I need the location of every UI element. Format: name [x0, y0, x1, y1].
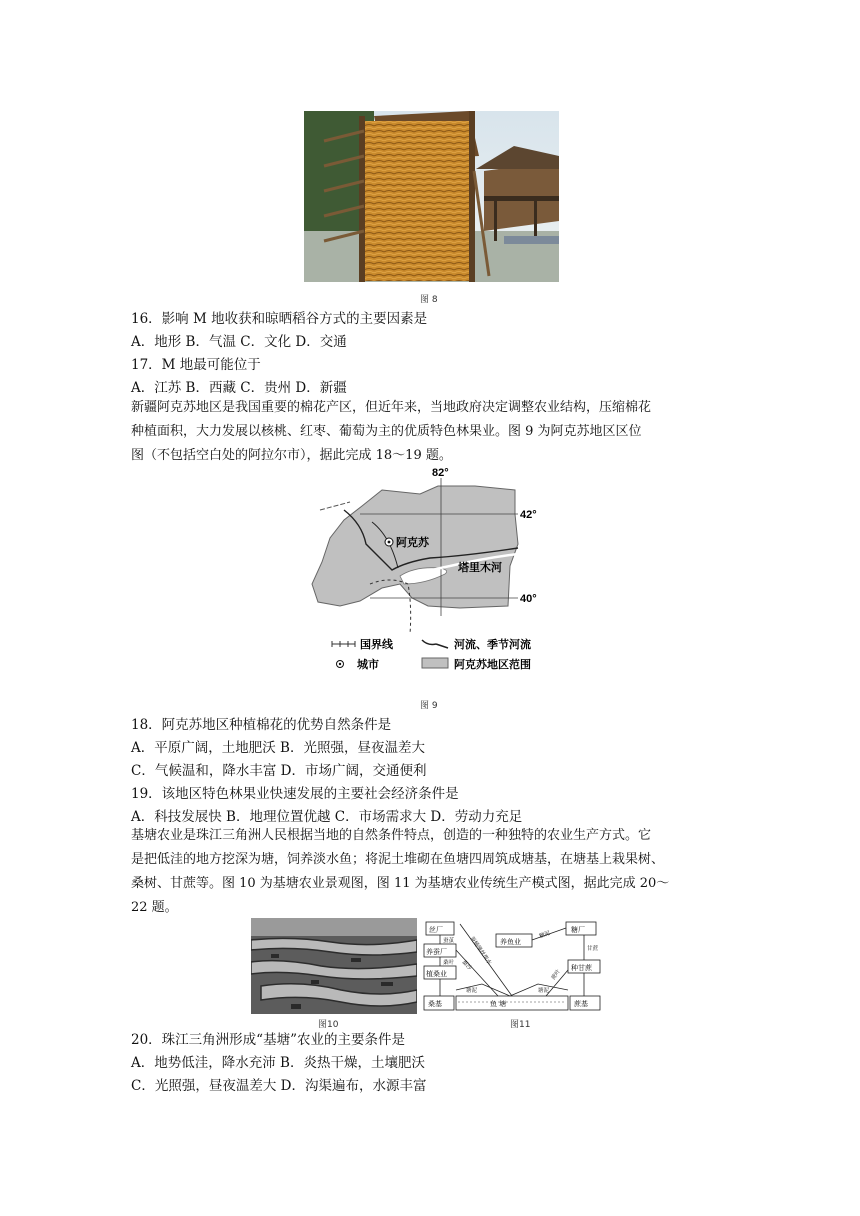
passage-dike-pond-line: 基塘农业是珠江三角洲人民根据当地的自然条件特点，创造的一种独特的农业生产方式。它 [131, 828, 652, 843]
question-17-options: A．江苏 B．西藏 C．贵州 D．新疆 [131, 380, 347, 396]
figure-9-map [300, 466, 560, 688]
legend-border-label: 国界线 [360, 638, 393, 651]
passage-dike-pond-line: 是把低洼的地方挖深为塘，饲养淡水鱼；将泥土堆砌在鱼塘四周筑成塘基，在塘基上栽果树、 [131, 852, 665, 867]
question-16-stem: 16．影响 M 地收获和晾晒稻谷方式的主要因素是 [131, 311, 428, 327]
box-fish-label: 养鱼业 [500, 938, 521, 946]
question-19-options: A．科技发展快 B．地理位置优越 C．市场需求大 D．劳动力充足 [131, 809, 523, 825]
box-cane-dike-label: 蔗基 [574, 1000, 588, 1008]
legend-region-label: 阿克苏地区范围 [454, 658, 531, 671]
label-silkworm-sand: 蚕沙 [460, 959, 473, 972]
figure-11-diagram [420, 918, 610, 1014]
passage-dike-pond-line: 22 题。 [131, 900, 178, 915]
question-18-options-2: C．气候温和，降水丰富 D．市场广阔，交通便利 [131, 763, 427, 779]
passage-aksu-line: 图（不包括空白处的阿拉尔市），据此完成 18～19 题。 [131, 448, 452, 463]
label-mud-2: 塘泥 [538, 988, 550, 994]
box-silkworm-label: 养蚕厂 [426, 948, 447, 956]
map-label-42: 42° [520, 509, 537, 521]
map-label-40: 40° [520, 593, 537, 605]
question-18-options-1: A．平原广阔，土地肥沃 B．光照强，昼夜温差大 [131, 740, 425, 756]
passage-dike-pond-line: 桑树、甘蔗等。图 10 为基塘农业景观图，图 11 为基塘农业传统生产模式图，据此完成 20～ [131, 876, 670, 891]
label-mud-1: 塘泥 [466, 988, 478, 994]
question-20-stem: 20．珠江三角洲形成“基塘”农业的主要条件是 [131, 1032, 405, 1048]
question-20-options-1: A．地势低洼，降水充沛 B．炎热干燥，土壤肥沃 [131, 1055, 425, 1071]
box-silk-factory-label: 丝厂 [429, 926, 443, 934]
passage-aksu [131, 396, 731, 468]
box-mulberry-dike-label: 桑基 [428, 1000, 442, 1008]
box-pond [456, 996, 568, 1010]
question-18-stem: 18．阿克苏地区种植棉花的优势自然条件是 [131, 717, 392, 733]
passage-aksu-line: 新疆阿克苏地区是我国重要的棉花产区，但近年来，当地政府决定调整农业结构，压缩棉花 [131, 400, 652, 415]
passage-aksu-line: 种植面积，大力发展以核桃、红枣、葡萄为主的优质特色林果业。图 9 为阿克苏地区区位 [131, 424, 642, 439]
figure-8-photo [304, 111, 559, 282]
figure-11-caption: 图11 [510, 1020, 531, 1030]
legend-river-symbol [422, 640, 448, 648]
figure-9-caption: 图 9 [420, 701, 438, 711]
label-sugar-waste: 糖泥 [538, 930, 552, 940]
label-cane-leaf: 蔗叶 [550, 968, 562, 982]
legend-river-label: 河流、季节河流 [454, 638, 531, 651]
aksu-region-map [300, 466, 560, 688]
question-20-options-2: C．光照强，昼夜温差大 D．沟渠遍布，水源丰富 [131, 1078, 427, 1094]
label-mulberry-leaf: 桑叶 [443, 960, 455, 966]
figure-10-photo [251, 918, 417, 1014]
map-legend [332, 637, 531, 671]
question-17-stem: 17．M 地最可能位于 [131, 357, 261, 373]
box-sugar-factory-label: 糖厂 [571, 926, 585, 934]
figure-8-caption: 图 8 [420, 295, 438, 305]
box-sugarcane-plant-label: 种甘蔗 [571, 964, 592, 972]
label-pupa-water: 蚕蛹缫丝废水 [468, 935, 493, 967]
national-border [320, 502, 350, 510]
dike-pond-model-diagram [420, 918, 610, 1014]
legend-city-label: 城市 [357, 658, 379, 671]
rice-drying-rack-illustration [304, 111, 559, 282]
map-label-aksu: 阿克苏 [396, 536, 429, 549]
dike-pond-landscape-illustration [251, 918, 417, 1014]
map-label-tarim: 塔里木河 [458, 561, 502, 574]
question-19-stem: 19．该地区特色林果业快速发展的主要社会经济条件是 [131, 786, 459, 802]
map-label-82: 82° [432, 467, 449, 479]
box-mulberry-plant-label: 植桑业 [426, 970, 447, 978]
box-pond-label: 鱼 塘 [490, 1000, 507, 1008]
passage-dike-pond [131, 824, 731, 920]
figure-10-caption: 图10 [318, 1020, 339, 1030]
label-sugarcane: 甘蔗 [587, 946, 599, 952]
label-cocoon: 蚕茧 [443, 938, 455, 944]
question-16-options: A．地形 B．气温 C．文化 D．交通 [131, 334, 347, 350]
